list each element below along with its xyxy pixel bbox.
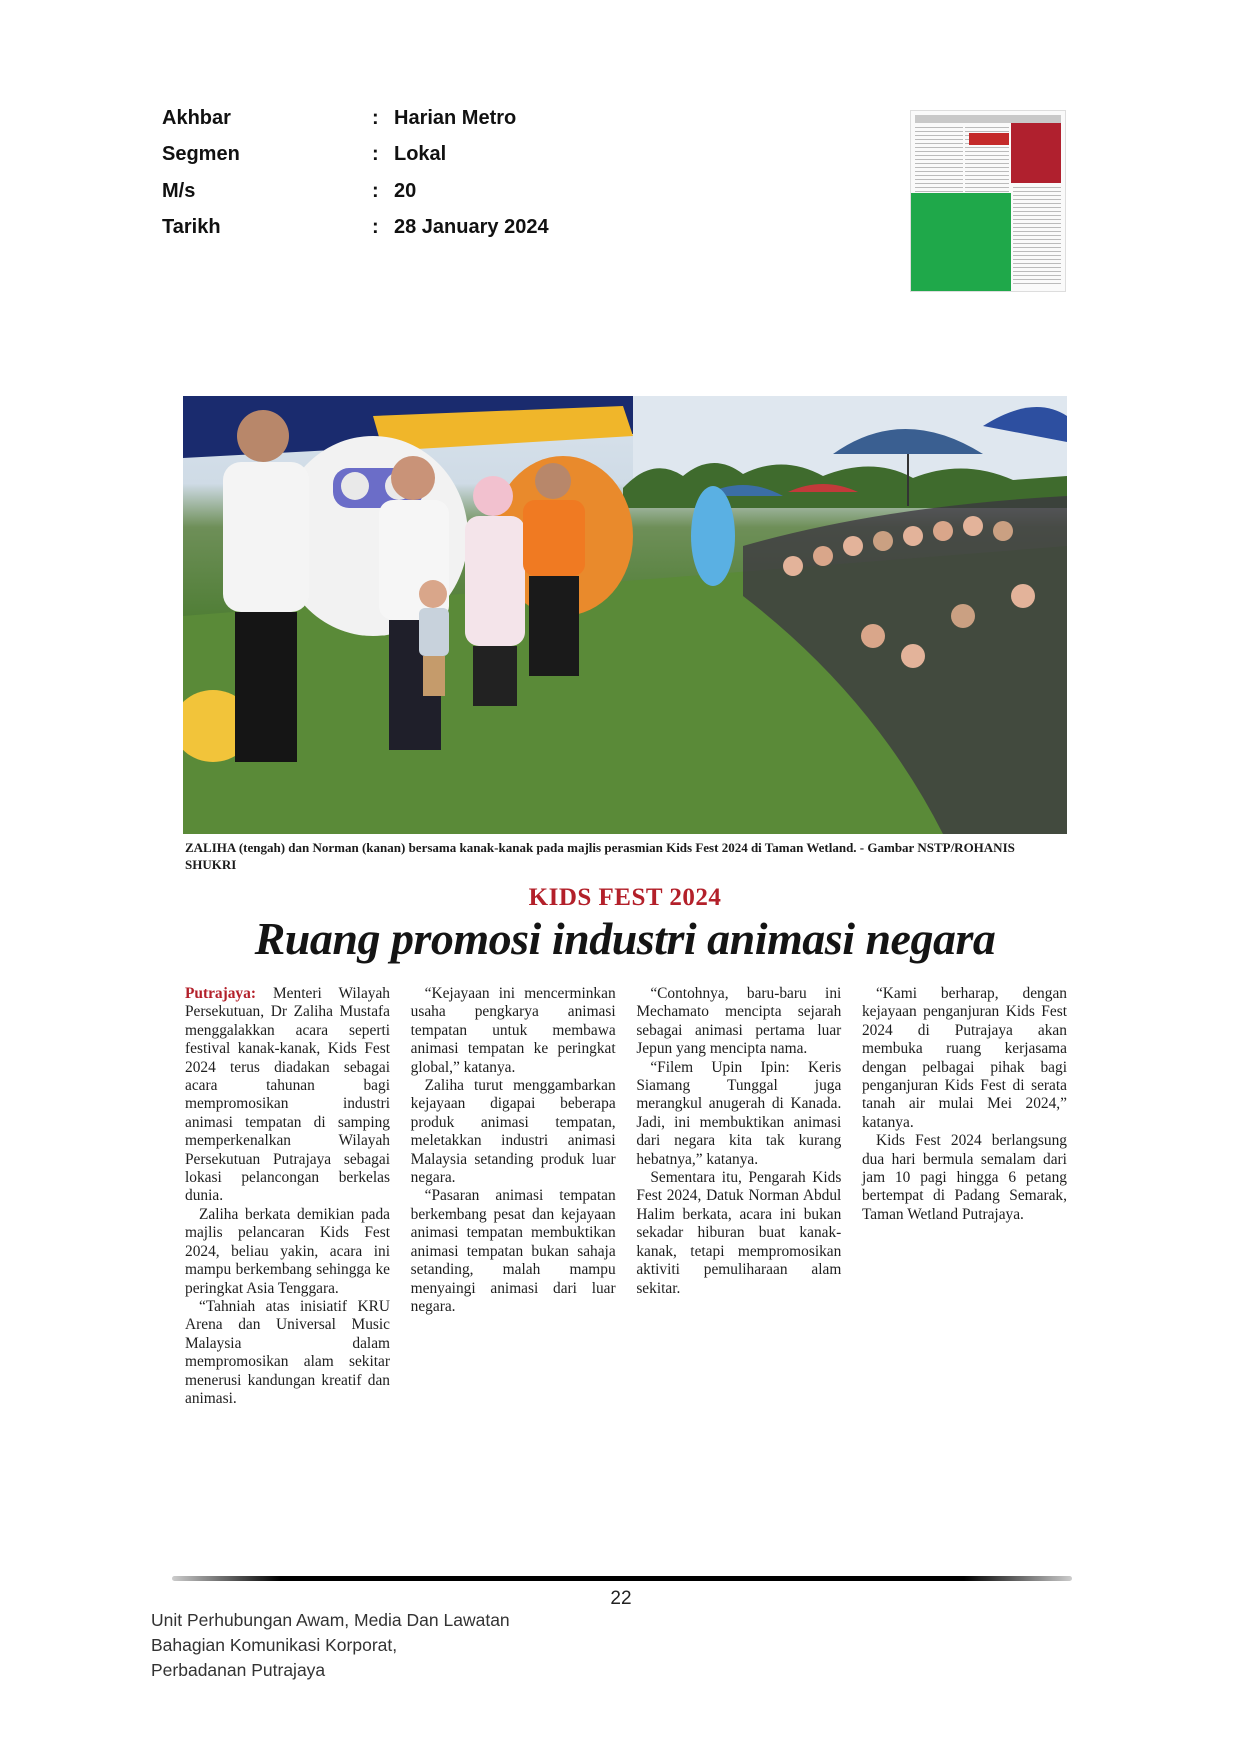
thumbnail-photo (1011, 123, 1061, 183)
meta-colon: : (372, 106, 379, 129)
article-paragraph: “Tahniah atas inisiatif KRU Arena dan Universal Music Malaysia dalam mempromosikan alam sekitar menerusi kandungan kreatif dan animasi. (185, 1297, 390, 1407)
article-kicker: KIDS FEST 2024 (528, 884, 722, 911)
article-column-4 (862, 985, 1067, 1408)
thumbnail-masthead (915, 115, 1061, 123)
footer-line: Bahagian Komunikasi Korporat, (151, 1635, 398, 1655)
meta-label: M/s (162, 179, 196, 202)
article-paragraph: “Contohnya, baru-baru ini Mechamato mencipta sejarah sebagai animasi pertama luar Jepun yang mencipta nama. (636, 985, 842, 1058)
footer-line: Perbadanan Putrajaya (151, 1660, 326, 1680)
meta-value: 28 January 2024 (394, 216, 549, 239)
meta-row-tarikh (162, 210, 549, 247)
paragraph-text: Menteri Wilayah Persekutuan, Dr Zaliha Mustafa menggalakkan acara seperti festival kanak-kanak, Kids Fest 2024 terus diadakan sebagai acara tahunan bagi mempromosikan industri animasi tempatan di samping memperkenalkan Wilayah Persekutuan Putrajaya sebagai lokasi pelancongan berkelas dunia. (185, 985, 390, 1205)
page-number: 22 (610, 1588, 632, 1609)
footer-line: Unit Perhubungan Awam, Media Dan Lawatan (151, 1610, 510, 1630)
meta-colon: : (372, 143, 379, 166)
clipping-metadata (162, 100, 549, 246)
meta-colon: : (372, 216, 379, 239)
footer-organization (151, 1608, 510, 1683)
meta-colon: : (372, 179, 379, 202)
article-paragraph: Sementara itu, Pengarah Kids Fest 2024, Datuk Norman Abdul Halim berkata, acara ini bukan sekadar hiburan buat kanak-kanak, tetapi mempromosikan aktiviti pemuliharaan alam sekitar. (636, 1169, 842, 1297)
footer-divider (172, 1576, 1072, 1581)
meta-row-segmen (162, 137, 549, 174)
article-photo (183, 396, 1067, 834)
thumbnail-text-block (1013, 187, 1061, 287)
article-paragraph: “Filem Upin Ipin: Keris Siamang Tunggal juga merangkul anugerah di Kanada. Jadi, ini membuktikan animasi dari negara kita tak kurang hebatnya,” katanya. (636, 1058, 842, 1168)
meta-label: Tarikh (162, 216, 221, 239)
meta-row-akhbar (162, 100, 549, 137)
meta-row-ms (162, 173, 549, 210)
thumbnail-green-block (911, 193, 1011, 291)
event-photo-illustration (183, 396, 1067, 834)
article-paragraph (185, 985, 390, 1206)
article-paragraph: Zaliha berkata demikian pada majlis pelancaran Kids Fest 2024, beliau yakin, acara ini mampu berkembang sehingga ke peringkat Asia Tenggara. (185, 1205, 390, 1297)
article-body (185, 985, 1067, 1408)
meta-label: Akhbar (162, 106, 231, 129)
child (419, 580, 449, 696)
meta-label: Segmen (162, 143, 240, 166)
newspaper-page-thumbnail (910, 110, 1066, 292)
thumbnail-text-block (915, 127, 963, 195)
meta-value: Lokal (394, 143, 447, 166)
article-column-1 (185, 985, 390, 1408)
article-paragraph: Kids Fest 2024 berlangsung dua hari bermula semalam dari jam 10 pagi hingga 6 petang bertempat di Padang Semarak, Taman Wetland Putrajaya. (861, 1132, 1067, 1223)
official-left (223, 410, 309, 762)
mascot-blue (691, 486, 735, 586)
article-column-2 (411, 985, 616, 1408)
article-paragraph: “Kami berharap, dengan kejayaan penganjuran Kids Fest 2024 di Putrajaya akan membuka ruang kerjasama dengan pelbagai pihak bagi penganjuran Kids Fest di serata tanah air mulai Mei 2024,” katanya. (861, 985, 1067, 1131)
article-paragraph: “Pasaran animasi tempatan berkembang pesat dan kejayaan animasi tempatan membuktikan animasi tempatan bukan sahaja setanding, malah mampu menyaingi animasi dari luar negara. (410, 1187, 616, 1315)
article-column-3 (636, 985, 841, 1408)
article-headline: Ruang promosi industri animasi negara (254, 913, 996, 964)
article-paragraph: “Kejayaan ini mencerminkan usaha pengkarya animasi tempatan untuk membawa animasi tempatan ke peringkat global,” katanya. (410, 985, 616, 1076)
thumbnail-headline-block (969, 133, 1009, 145)
meta-value: 20 (394, 179, 417, 202)
photo-caption: ZALIHA (tengah) dan Norman (kanan) bersama kanak-kanak pada majlis perasmian Kids Fest 2024 di Taman Wetland. - Gambar NSTP/ROHANIS SHUKRI (185, 840, 1015, 872)
dateline: Putrajaya: (185, 985, 256, 1002)
meta-value: Harian Metro (394, 106, 517, 129)
article-paragraph: Zaliha turut menggambarkan kejayaan digapai beberapa produk animasi tempatan, meletakkan industri animasi Malaysia setanding produk luar negara. (410, 1077, 616, 1187)
